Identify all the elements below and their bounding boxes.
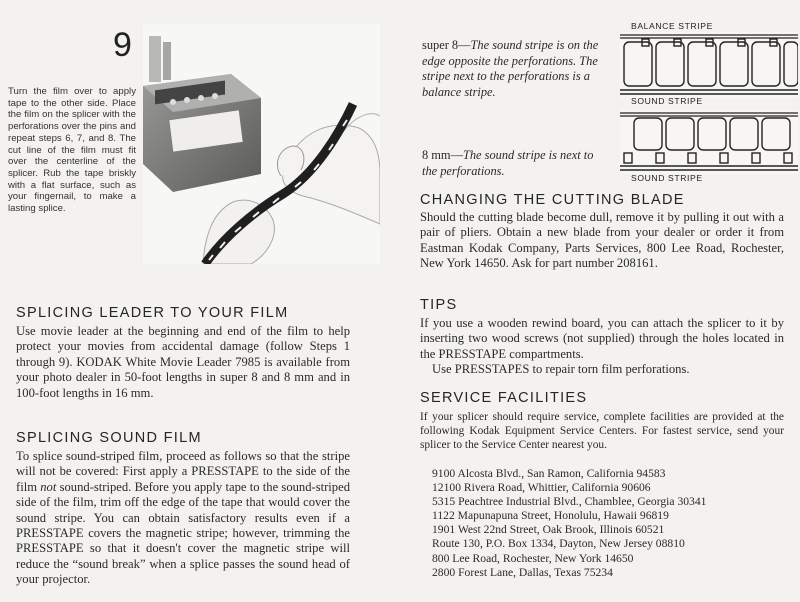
address-item: 2800 Forest Lane, Dallas, Texas 75234: [432, 565, 613, 579]
sound-text-part-1: To splice sound-striped film, proceed as follows so that the stripe will not be covered: First apply a PRESSTAPE to the side of the film: [16, 449, 350, 494]
splicer-hands-illustration: [143, 24, 380, 264]
service-text: If your splicer should require service, complete facilities are provided at the following Kodak Equipment Service Centers. For fastest service, send your splicer to the Service Center nearest you.: [420, 411, 784, 451]
8mm-text: The sound stripe is next to the perforations.: [422, 148, 594, 178]
splicer-photo: [143, 24, 380, 264]
sound-stripe-label-super8: SOUND STRIPE: [631, 96, 703, 106]
8mm-description: [422, 148, 610, 179]
sound-text-part-2: sound-striped. Before you apply tape to the sound-striped side of the film, trim off the edge of the tape that would cover the sound stripe. You can obtain satisfactory results even if a PRESSTAPE covers the magnetic stripe; however, trimming the PRESSTAPE so that it doesn't cover the magnetic stripe will reduce the “sound break” when a splice passes the sound head of your projector.: [16, 479, 350, 587]
sound-text-emphasis: not: [40, 479, 57, 494]
8mm-film-diagram: [620, 110, 798, 179]
splicing-leader-heading: SPLICING LEADER TO YOUR FILM: [16, 305, 289, 321]
tips-paragraph-1: If you use a wooden rewind board, you can attach the splicer to it by inserting two wood screws (not supplied) through the holes located in the PRESSTAPE compartments.: [420, 316, 784, 361]
8mm-prefix: 8 mm—: [422, 148, 463, 162]
splicing-sound-heading: SPLICING SOUND FILM: [16, 430, 202, 446]
cutting-blade-text: Should the cutting blade become dull, remove it by pulling it out with a pair of pliers. Obtain a new blade from your dealer or order it from Eastman Kodak Company, Parts Services, 800 Lee Road, Rochester, New York 14650. Ask for part number 208161.: [420, 210, 784, 271]
sound-stripe-label-8mm: SOUND STRIPE: [631, 173, 703, 183]
super8-description: [422, 38, 610, 100]
splicing-leader-text: Use movie leader at the beginning and end of the film to help protect your movies from accidental damage (follow Steps 1 through 9). KODAK White Movie Leader 7985 is available from your photo dealer in 50-foot lengths in super 8 and 8 mm and in 100-foot lengths in 16 mm.: [16, 324, 350, 400]
tips-heading: TIPS: [420, 297, 458, 313]
address-item: 12100 Rivera Road, Whittier, California 90606: [432, 481, 651, 495]
super8-film-diagram: [620, 32, 798, 103]
address-item: 5315 Peachtree Industrial Blvd., Chamblee, Georgia 30341: [432, 495, 707, 509]
super8-text: The sound stripe is on the edge opposite the perforations. The stripe next to the perforations is a balance stripe.: [422, 38, 599, 99]
address-item: 1901 West 22nd Street, Oak Brook, Illinois 60521: [432, 523, 665, 537]
step-number: 9: [113, 26, 132, 64]
tips-paragraph-2: Use PRESSTAPES to repair torn film perforations.: [432, 362, 690, 377]
super8-prefix: super 8—: [422, 38, 471, 52]
address-item: 800 Lee Road, Rochester, New York 14650: [432, 551, 634, 565]
address-item: Route 130, P.O. Box 1334, Dayton, New Jersey 08810: [432, 537, 685, 551]
service-heading: SERVICE FACILITIES: [420, 390, 588, 406]
service-address-list: [432, 467, 792, 580]
balance-stripe-label: BALANCE STRIPE: [631, 21, 713, 31]
splicing-sound-text: [16, 449, 350, 588]
cutting-blade-heading: CHANGING THE CUTTING BLADE: [420, 192, 685, 208]
step-instructions: Turn the film over to apply tape to the other side. Place the film on the splicer with the perforations over the pins and repeat steps 6, 7, and 8. The cut line of the film must fit over the centerline of the splicer. Rub the tape briskly with a flat surface, such as your fingernail, to make a lasting splice.: [8, 86, 136, 215]
tips-text: [420, 316, 784, 378]
address-item: 1122 Mapunapuna Street, Honolulu, Hawaii 96819: [432, 509, 669, 523]
address-item: 9100 Alcosta Blvd., San Ramon, California 94583: [432, 467, 666, 480]
